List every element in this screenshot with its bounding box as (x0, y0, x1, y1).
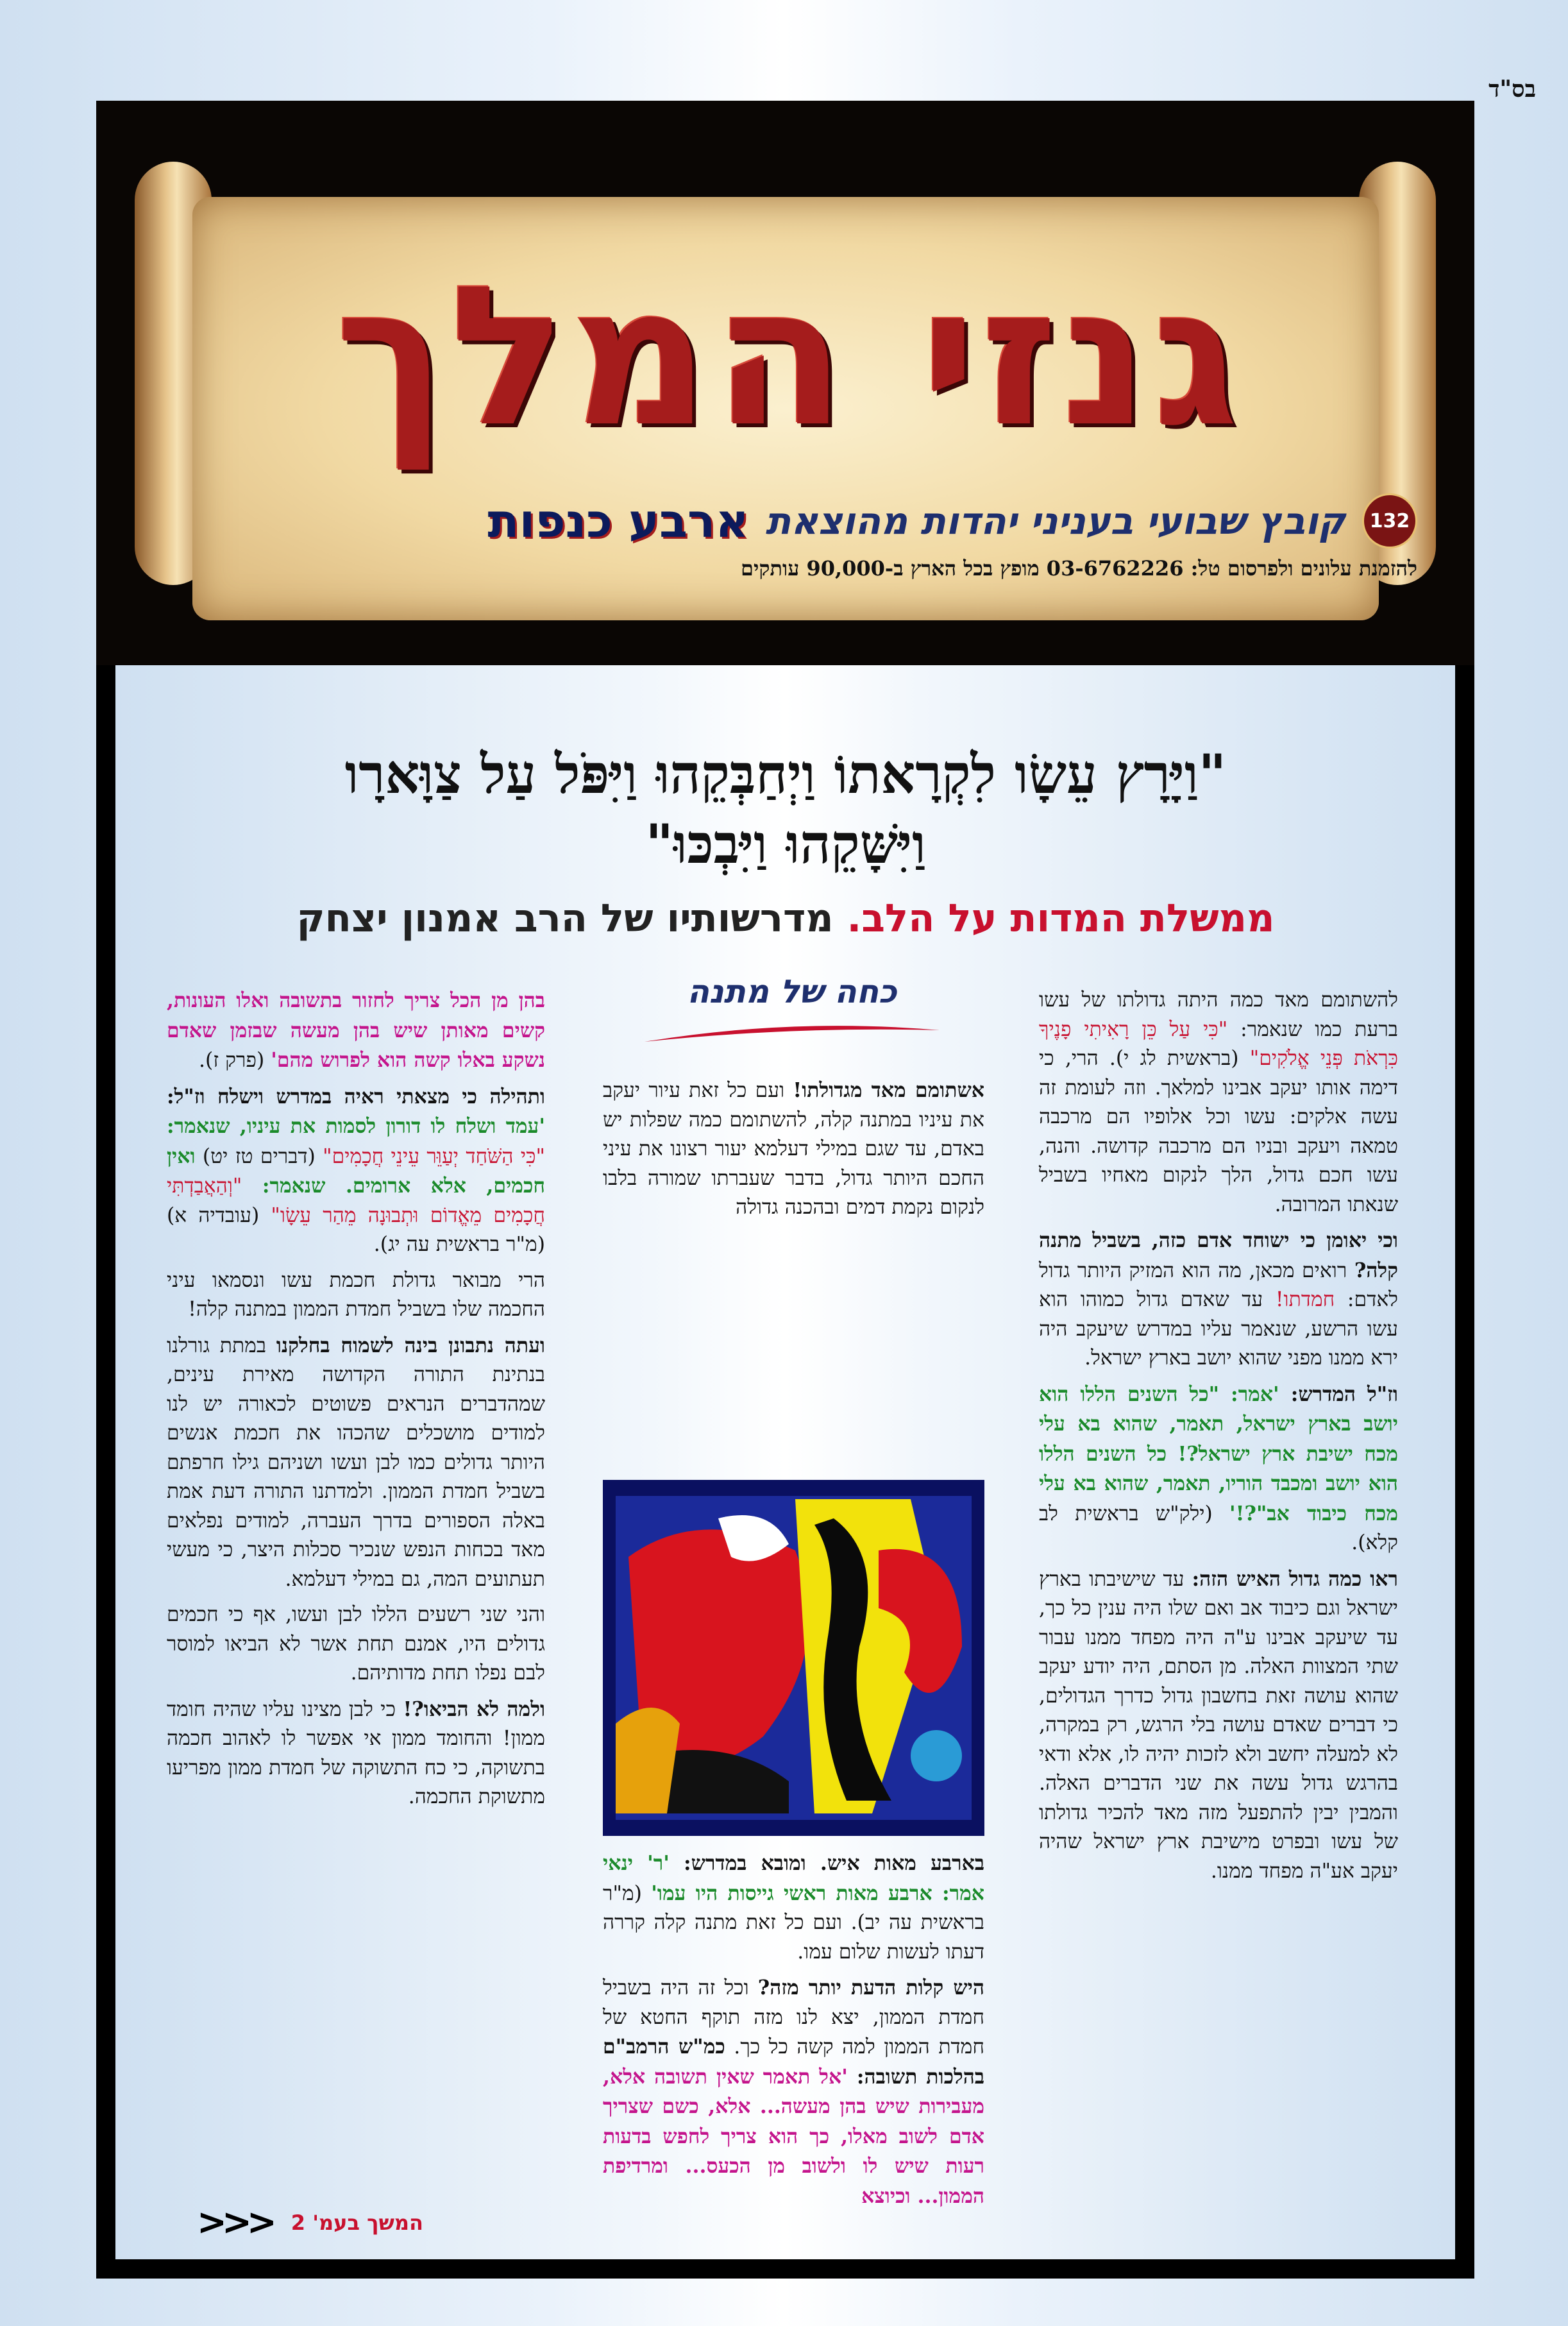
headline-line-1: "וַיָּרָץ עֵשָׂו לִקְרָאתוֹ וַיְחַבְּקֵהוּ וַיִּפֹּל עַל צַוָּארָו (344, 742, 1227, 806)
box-title: כחה של מתנה (687, 973, 897, 1010)
text-run: 'עמד ושלח לו דורון לסמות את עיניו, שנאמר: (167, 1114, 545, 1138)
text-run: (בראשית לג י). הרי, כי דימה אותו יעקב אבינו למלאך. וזה לעומת זה עשה אלקים: עשו וכל אלופיו הם מרכבה טמאה ויעקב ובניו הם מרכבה קדושה. והנה, עשו חכם גדול, הלך לנקום מאחיו בשביל שנאתו המרובה. (1039, 1047, 1398, 1216)
text-run: (עובדיה א) (מ"ר בראשית עה יג). (167, 1203, 545, 1256)
text-run: 'אל תאמר שאין תשובה אלא, מעבירות שיש בהן מעשה... אלא, כשם שצריך אדם לשוב מאלו, כך הוא צריך לחפש בדעות רעות שיש לו ולשוב מן הכעס... ומרדיפת הממון... וכיוצא (603, 2064, 984, 2208)
text-run: חמדתו! (1275, 1288, 1335, 1311)
paragraph (1039, 1226, 1398, 1373)
headline-line-2: וַיִּשָּׁקֵהוּ וַיִּבְכּוּ" (645, 812, 926, 876)
column-middle-bottom (603, 1849, 984, 2218)
text-run: כמ"ש הרמב"ם בהלכות תשובה: (603, 2035, 984, 2089)
text-run: 'אמר: "כל השנים הללו הוא יושב בארץ ישראל, תאמר, שהוא בא עלי מכח ישיבת ארץ ישראל?! כל השנים הללו הוא יושב ומכבד הוריו, תאמר, שהוא בא עלי מכח כיבוד אב"?!' (1039, 1382, 1399, 1525)
text-run: (ילק"ש בראשית לב קלא). (1039, 1502, 1398, 1554)
text-run: וז"ל המדרש: (1279, 1382, 1398, 1406)
text-run: כי לבן מצינו עליו שהיה חומד ממון! והחומד ממון אי אפשר לו לאהוב חכמה בתשוקה, כי כח התשוקה של חמדת ממון מפריעו מתשוקת החכמה. (167, 1697, 545, 1808)
article-content (115, 665, 1455, 2259)
text-run: רואים מכאן, מה הוא המזיק היותר גדול לאדם: (1039, 1259, 1398, 1311)
text-run: "וְהַאֲבַדְתִּי חֲכָמִים מֵאֱדוֹם וּתְבוּנָה מֵהַר עֵשָׂו" (167, 1175, 545, 1227)
text-run: ראו כמה גדול האיש הזה: (1192, 1566, 1399, 1591)
paragraph (167, 1082, 545, 1260)
top-mark: בס"ד (1488, 76, 1536, 103)
paragraph (167, 1331, 545, 1595)
paragraph (167, 1695, 545, 1812)
paragraph (167, 1266, 545, 1325)
arrows-left-icon: <<< (197, 2202, 272, 2243)
text-run: ולמה לא הביאו?! (403, 1697, 546, 1721)
page-frame (96, 101, 1474, 2279)
masthead-subtitle-row (340, 492, 1417, 550)
text-run: ותהילה כי מצאתי ראיה במדרש וישלח וז"ל: (167, 1084, 545, 1108)
text-run: 'ר' ינאי אמר: ארבע מאות ראשי גייסות היו עמו' (603, 1851, 984, 1905)
series-author: מדרשותיו של הרב אמנון יצחק (296, 896, 834, 941)
series-title: ממשלת המדות על הלב. (847, 896, 1275, 941)
continued-note (167, 2202, 423, 2243)
paragraph (603, 1973, 984, 2211)
text-run: (פרק ז). (199, 1049, 271, 1072)
text-run: ועתה נתבונן בינה לשמוח בחלקנו (276, 1333, 545, 1357)
paragraph (167, 986, 545, 1076)
text-run: "כִּי עַל כֵּן רָאִיתִי פָנֶיךָ כִּרְאֹת פְּנֵי אֱלֹקִים" (1039, 1017, 1399, 1070)
text-run: וכי יאומן כי ישוחד אדם כזה, בשביל מתנה קלה? (1039, 1228, 1398, 1282)
headline (154, 739, 1417, 879)
text-run: היש קלות הדעת יותר מזה? (757, 1976, 984, 1999)
publisher-logo: ארבע כנפות (487, 494, 749, 548)
paragraph (1039, 1380, 1398, 1558)
column-middle-top (603, 1076, 984, 1229)
masthead-banner (96, 101, 1474, 665)
text-run: (דברים טז יט) (195, 1144, 323, 1168)
column-left (167, 986, 545, 1819)
continued-label: המשך בעמ' 2 (291, 2210, 423, 2235)
text-run: הרי מבואר גדולת חכמת עשו ונסמאו עיני החכמה שלו בשביל חמדת הממון במתנה קלה! (167, 1268, 545, 1321)
masthead-subtitle: קובץ שבועי בעניני יהדות מהוצאת (765, 499, 1345, 543)
text-run: "כִּי הַשֹּׁחַד יְעַוֵּר עֵינֵי חֲכָמִים" (323, 1144, 545, 1168)
text-run: בארבע מאות איש. ומובא במדרש: (669, 1851, 984, 1875)
text-run: בהן מן הכל צריך לחזור בתשובה ואלו העונות, קשים מאותן שיש בהן מעשה שבזמן שאדם נשקע באלו קשה הוא לפרוש מהם' (167, 989, 545, 1072)
text-run: להשתומם מאד כמה היתה גדולתו של עשו ברעת כמו שנאמר: (1039, 989, 1398, 1041)
text-run: ועם כל זאת עיור יעקב את עיניו במתנה קלה, להשתומם כמה שפלות יש באדם, עד שגם במילי דעלמא יעור רצונו את עיני החכם היותר גדול, בדבר שעברתו שמורה בלבו לנקום נקמת דמים ובהכנה גדולה (603, 1079, 984, 1219)
text-run: עד שאדם גדול כמוהו הוא עשו הרשע, שנאמר עליו במדרש שיעקב היה ירא ממנו מפני שהוא יושב בארץ ישראל. (1039, 1288, 1398, 1370)
paragraph (603, 1849, 984, 1967)
abstract-artwork-image (603, 1480, 984, 1836)
text-run: אשתומם מאד מגדולתו! (793, 1078, 984, 1102)
swoosh-underline-icon (641, 1021, 943, 1047)
text-run: (מ"ר בראשית עה יב). ועם כל זאת מתנה קלה קררה דעתו לעשות שלום עמו. (603, 1881, 984, 1964)
text-run: במתת גורלנו בנתינת התורה הקדושה מאירת עינים, שמהדברים הנראים פשוטים לכאורה יש לנו למודים מושכלים שהכהו את חכמת אנשים היותר גדולים כמו לבן ועשו ושניהם גילו חרפתם בשביל חמדת הממון. ולמדתנו התורה דעת אמת באלה הספורים בדרך העברה, למודים נפלאים מאד בכחות הנפש שנכיר סכלות היצר, כי מעשי תעתועים המה, גם במילי דעלמא. (167, 1334, 545, 1591)
paragraph (1039, 986, 1398, 1219)
paragraph (167, 1600, 545, 1688)
paragraph (603, 1076, 984, 1223)
paragraph (1039, 1565, 1398, 1887)
text-run: והני שני רשעים הללו לבן ועשו, אף כי חכמים גדולים היו, אמנם תחת אשר לא הביאו למוסר לבם נפלו תחת מדותיהם. (167, 1603, 545, 1685)
text-run: עד שישיבתו בארץ ישראל וגם כיבוד אב ואם שלו היה ענין כל כך, עד שיעקב אבינו ע"ה היה מפחד ממנו עבור שתי המצוות האלה. מן הסתם, היה יודע יעקב שהוא עושה זאת בחשבון גדול כדרך הגדולים, כי דברים שאדם עושה בלי הרגש, רק במקרה, לא למעלה יחשב ולא לזכות יהיה לו, אלא ודאי בהרגש גדול עשה את שני הדברים האלה. והמבין יבין להתפעל מזה מאד להכיר גדולתו של עשו ובפרט מישיבת ארץ ישראל שהיה יעקב אע"ה מפחד ממנו. (1039, 1567, 1398, 1883)
column-right (1039, 986, 1398, 1892)
text-run: ואין חכמים, אלא ארומים. שנאמר: (167, 1144, 545, 1198)
issue-number-badge: 132 (1362, 493, 1417, 548)
text-run: וכל זה היה בשביל חמדת הממון, יצא לנו מזה תוקף החטא של חמדת הממון למה קשה כל כך. (603, 1976, 984, 2059)
masthead-title: גנזי המלך (335, 245, 1243, 469)
contact-line: להזמנת עלונים ולפרסום טל: 03-6762226 מופץ בכל הארץ ב-90,000 עותקים (741, 556, 1417, 581)
series-line (154, 896, 1417, 941)
